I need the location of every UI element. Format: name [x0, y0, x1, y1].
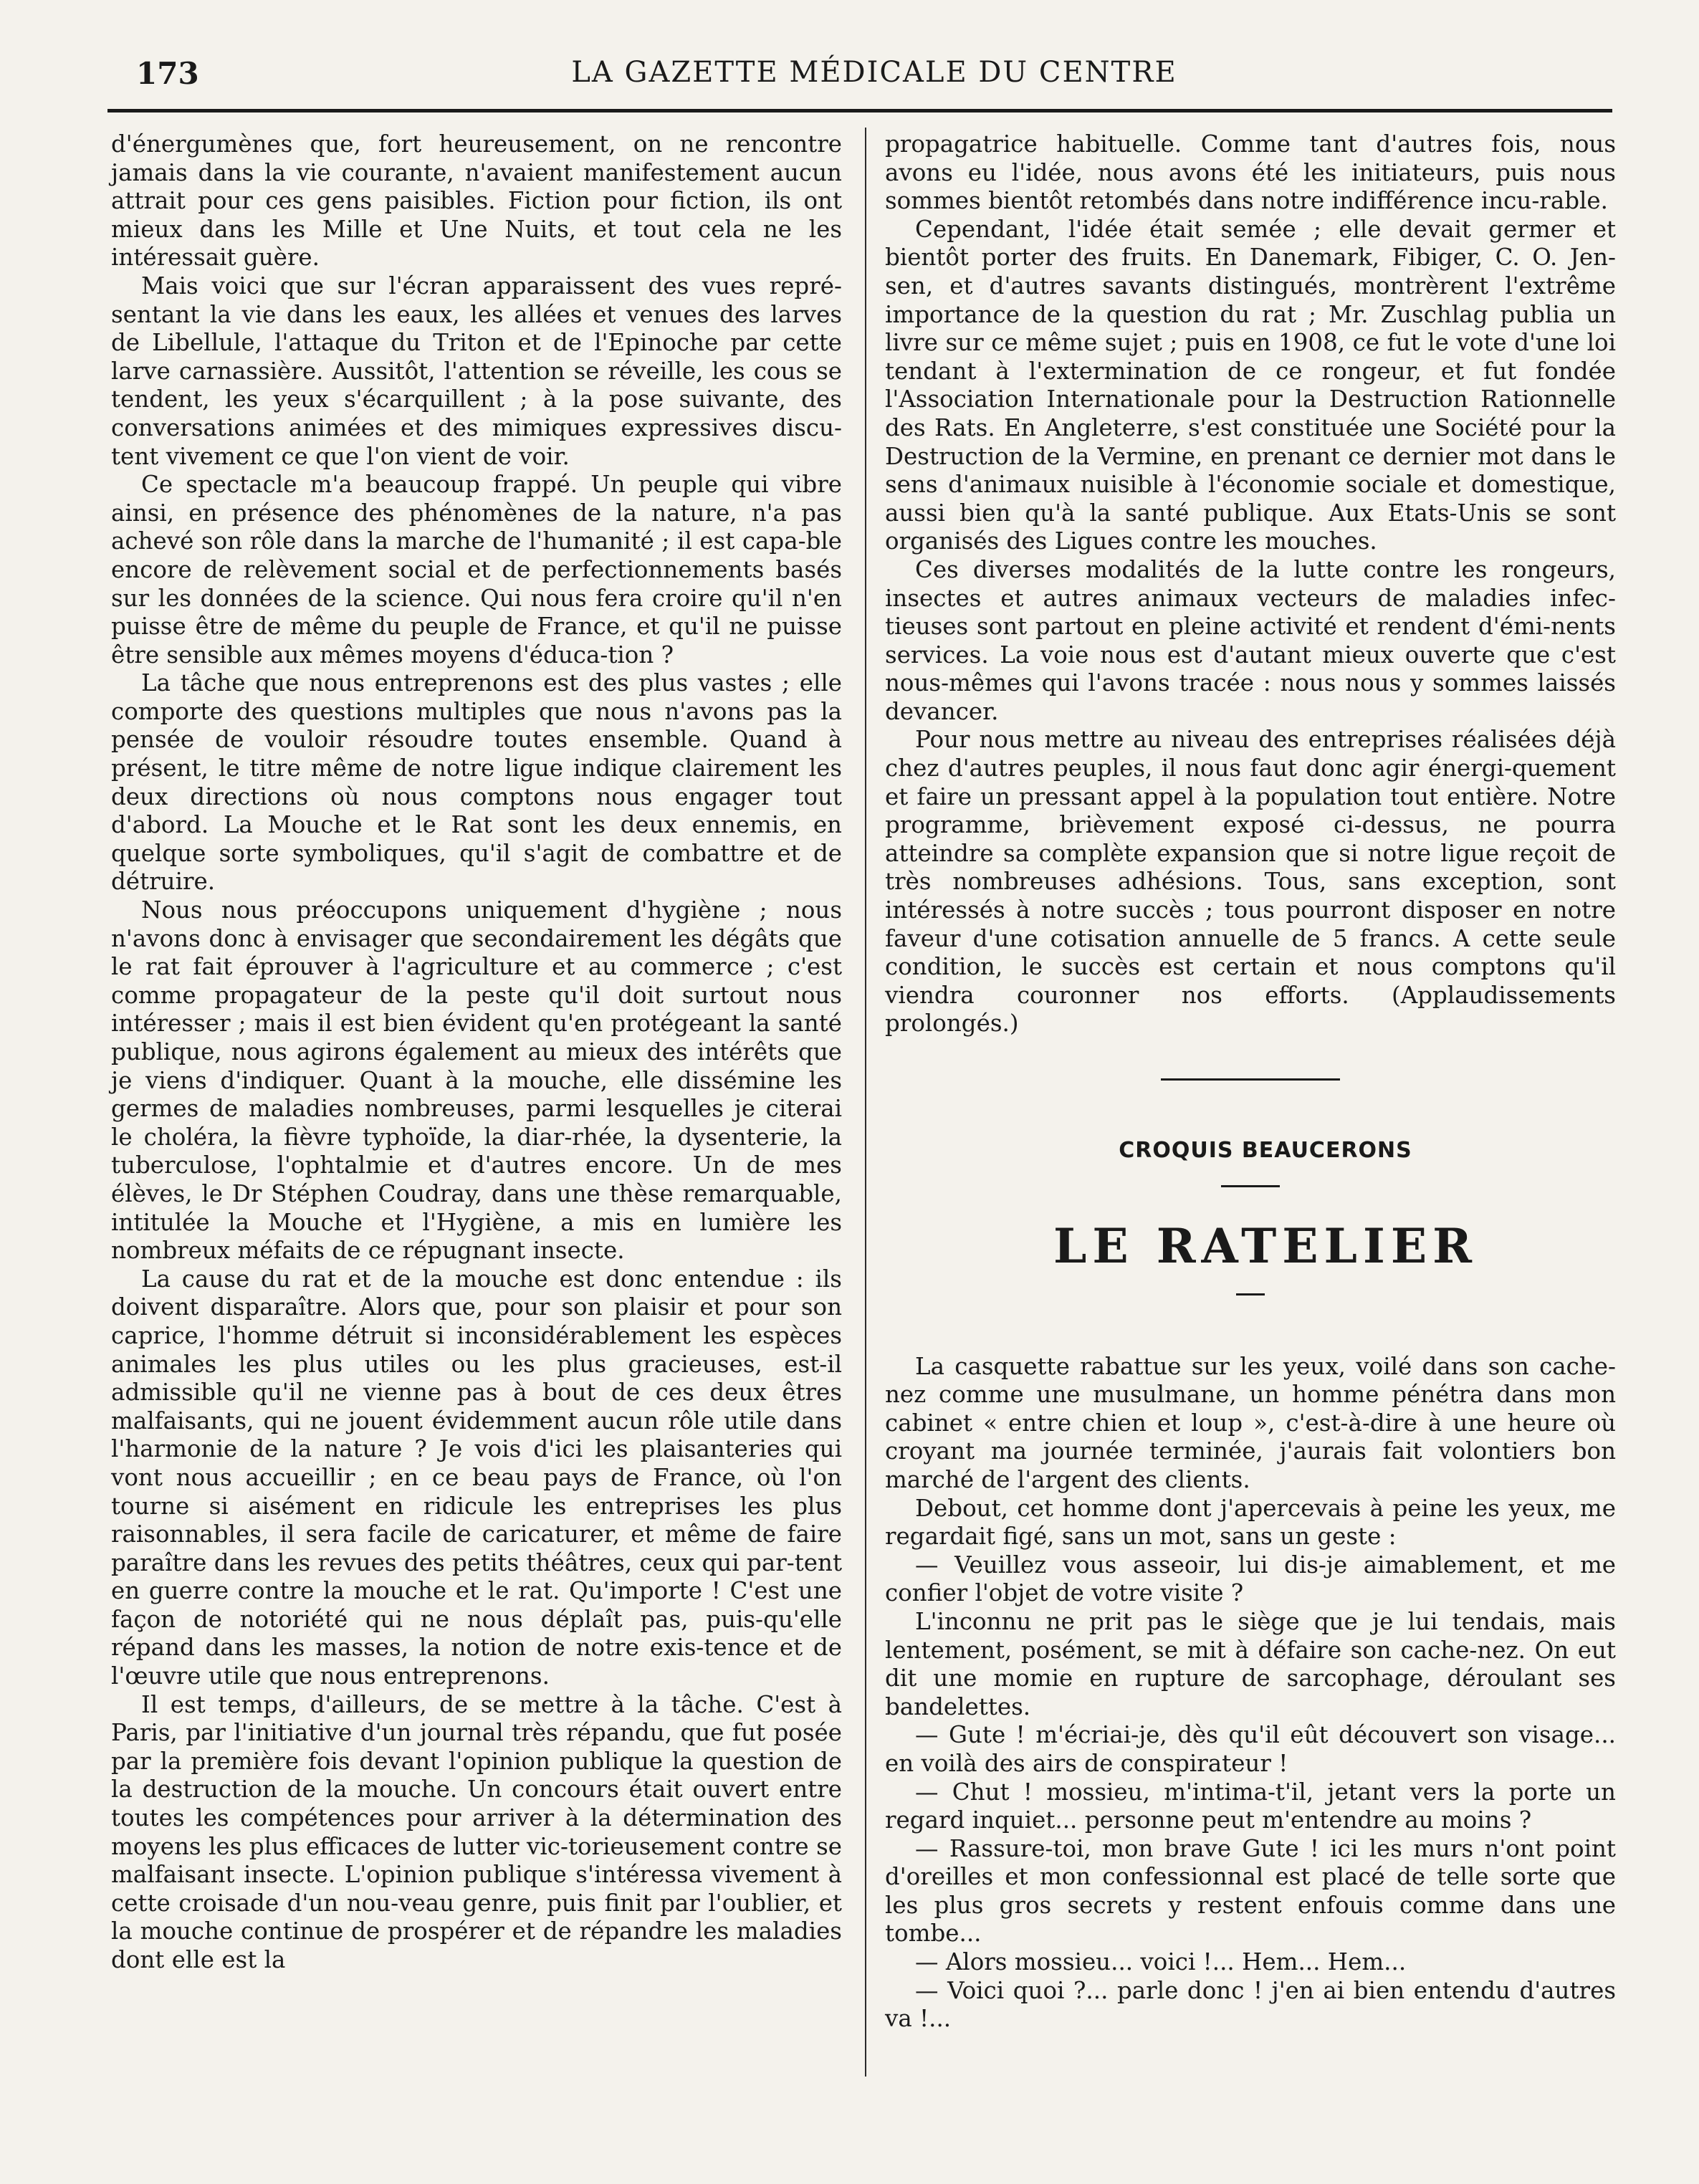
journal-title: LA GAZETTE MÉDICALE DU CENTRE: [571, 56, 1177, 89]
column-divider: [865, 128, 866, 2077]
paragraph: Ces diverses modalités de la lutte contre les rongeurs, insectes et autres animaux vecteurs de maladies infec-tieuses sont partout en pleine activité et rendent d'émi-nents services. La voie nous est d'autant mieux ouverte que c'est nous-mêmes qui l'avons tracée : nous nous y sommes laissés devancer.: [885, 555, 1616, 725]
article-paragraph: — Gute ! m'écriai-je, dès qu'il eût découvert son visage... en voilà des airs de conspirateur !: [885, 1721, 1616, 1777]
short-rule: [1221, 1185, 1280, 1187]
paragraph: Ce spectacle m'a beaucoup frappé. Un peuple qui vibre ainsi, en présence des phénomènes de la nature, n'a pas achevé son rôle dans la marche de l'humanité ; il est capa-ble encore de relèvement social et de perfectionnements basés sur les données de la science. Qui nous fera croire qu'il n'en puisse être de même du peuple de France, et qu'il ne puisse être sensible aux mêmes moyens d'éduca-tion ?: [111, 471, 842, 669]
article-paragraph: — Voici quoi ?... parle donc ! j'en ai bien entendu d'autres va !...: [885, 1976, 1616, 2033]
article-paragraph: — Rassure-toi, mon brave Gute ! ici les murs n'ont point d'oreilles et mon confessionnal est placé de telle sorte que les plus gros secrets y restent enfouis comme dans une tombe...: [885, 1834, 1616, 1948]
paragraph: d'énergumènes que, fort heureusement, on ne rencontre jamais dans la vie courante, n'avaient manifestement aucun attrait pour ces gens paisibles. Fiction pour fiction, ils ont mieux dans les Mille et Une Nuits, et tout cela ne les intéressait guère.: [111, 130, 842, 272]
article-paragraph: La casquette rabattue sur les yeux, voilé dans son cache-nez comme une musulmane, un homme pénétra dans mon cabinet « entre chien et loup », c'est-à-dire à une heure où croyant ma journée terminée, j'aurais fait volontiers bon marché de l'argent des clients.: [885, 1352, 1616, 1493]
paragraph: La cause du rat et de la mouche est donc entendue : ils doivent disparaître. Alors que, pour son plaisir et pour son caprice, l'homme détruit si inconsidérablement les espèces animales les plus utiles ou les plus gracieuses, est-il admissible qu'il ne vienne pas à bout de ces deux êtres malfaisants, qui ne jouent évidemment aucun rôle utile dans l'harmonie de la nature ? Je vois d'ici les plaisanteries qui vont nous accueillir ; en ce beau pays de France, où l'on tourne si aisément en ridicule les entreprises les plus raisonnables, il sera facile de caricaturer, et même de faire paraître dans les revues des petits théâtres, ceux qui par-tent en guerre contre la mouche et le rat. Qu'importe ! C'est une façon de notoriété qui ne nous déplaît pas, puis-qu'elle répand dans les masses, la notion de notre exis-tence et de l'œuvre utile que nous entreprenons.: [111, 1265, 842, 1690]
section-label: CROQUIS BEAUCERONS: [1119, 1138, 1412, 1163]
paragraph: propagatrice habituelle. Comme tant d'autres fois, nous avons eu l'idée, nous avons été les initiateurs, puis nous sommes bientôt retombés dans notre indifférence incu-rable.: [885, 130, 1616, 215]
article-title: LE RATELIER: [1053, 1217, 1478, 1274]
article-paragraph: Debout, cet homme dont j'apercevais à peine les yeux, me regardait figé, sans un mot, sans un geste :: [885, 1494, 1616, 1551]
paragraph: Il est temps, d'ailleurs, de se mettre à la tâche. C'est à Paris, par l'initiative d'un journal très répandu, que fut posée par la première fois devant l'opinion publique la question de la destruction de la mouche. Un concours était ouvert entre toutes les compétences pour arriver à la détermination des moyens les plus efficaces de lutter vic-torieusement contre se malfaisant insecte. L'opinion publique s'intéressa vivement à cette croisade d'un nou-veau genre, puis finit par l'oublier, et la mouche continue de prospérer et de répandre les maladies dont elle est la: [111, 1690, 842, 1973]
paragraph: Cependant, l'idée était semée ; elle devait germer et bientôt porter des fruits. En Danemark, Fibiger, C. O. Jen-sen, et d'autres savants distingués, montrèrent l'extrême importance de la question du rat ; Mr. Zuschlag publia un livre sur ce même sujet ; puis en 1908, ce fut le vote d'une loi tendant à l'extermination de ce rongeur, et fut fondée l'Association Internationale pour la Destruction Rationnelle des Rats. En Angleterre, s'est constituée une Société pour la Destruction de la Vermine, en prenant ce dernier mot dans le sens d'animaux nuisible à l'économie sociale et domestique, aussi bien qu'à la santé publique. Aux Etats-Unis se sont organisés des Ligues contre les mouches.: [885, 215, 1616, 555]
right-column: [885, 130, 1616, 2034]
title-dash: [1236, 1293, 1265, 1295]
section-separator: [1161, 1078, 1340, 1081]
article-paragraph: — Chut ! mossieu, m'intima-t'il, jetant vers la porte un regard inquiet... personne peut m'entendre au moins ?: [885, 1778, 1616, 1834]
paragraph: Nous nous préoccupons uniquement d'hygiène ; nous n'avons donc à envisager que secondairement les dégâts que le rat fait éprouver à l'agriculture et au commerce ; c'est comme propagateur de la peste qu'il doit surtout nous intéresser ; mais il est bien évident qu'en protégeant la santé publique, nous agirons également au mieux des intérêts que je viens d'indiquer. Quant à la mouche, elle dissémine les germes de maladies nombreuses, parmi lesquelles je citerai le choléra, la fièvre typhoïde, la diar-rhée, la dysenterie, la tuberculose, l'ophtalmie et d'autres encore. Un de mes élèves, le Dr Stéphen Coudray, dans une thèse remarquable, intitulée la Mouche et l'Hygiène, a mis en lumière les nombreux méfaits de ce répugnant insecte.: [111, 896, 842, 1265]
page-header: [136, 50, 1612, 100]
article-paragraph: L'inconnu ne prit pas le siège que je lui tendais, mais lentement, posément, se mit à défaire son cache-nez. On eut dit une momie en rupture de sarcophage, déroulant ses bandelettes.: [885, 1607, 1616, 1720]
header-rule: [107, 109, 1612, 112]
article-paragraph: — Alors mossieu... voici !... Hem... Hem...: [915, 1948, 1407, 1976]
left-column: [111, 130, 842, 1975]
article-paragraph: — Veuillez vous asseoir, lui dis-je aimablement, et me confier l'objet de votre visite ?: [885, 1551, 1616, 1607]
paragraph: Pour nous mettre au niveau des entreprises réalisées déjà chez d'autres peuples, il nous faut donc agir énergi-quement et faire un pressant appel à la population tout entière. Notre programme, brièvement exposé ci-dessus, ne pourra atteindre sa complète expansion que si notre ligue reçoit de très nombreuses adhésions. Tous, sans exception, sont intéressés à notre succès ; tous pourront disposer en notre faveur d'une cotisation annuelle de 5 francs. A cette seule condition, le succès est certain et nous comptons qu'il viendra couronner nos efforts. (Applaudissements prolongés.): [885, 726, 1616, 1038]
page-number: 173: [136, 56, 199, 91]
paragraph: La tâche que nous entreprenons est des plus vastes ; elle comporte des questions multiples que nous n'avons pas la pensée de vouloir résoudre toutes ensemble. Quand à présent, le titre même de notre ligue indique clairement les deux directions où nous comptons nous engager tout d'abord. La Mouche et le Rat sont les deux ennemis, en quelque sorte symboliques, qu'il s'agit de combattre et de détruire.: [111, 669, 842, 896]
paragraph: Mais voici que sur l'écran apparaissent des vues repré-sentant la vie dans les eaux, les allées et venues des larves de Libellule, l'attaque du Triton et de l'Epinoche par cette larve carnassière. Aussitôt, l'attention se réveille, les cous se tendent, les yeux s'écarquillent ; à la pose suivante, des conversations animées et des mimiques expressives discu-tent vivement ce que l'on vient de voir.: [111, 272, 842, 470]
